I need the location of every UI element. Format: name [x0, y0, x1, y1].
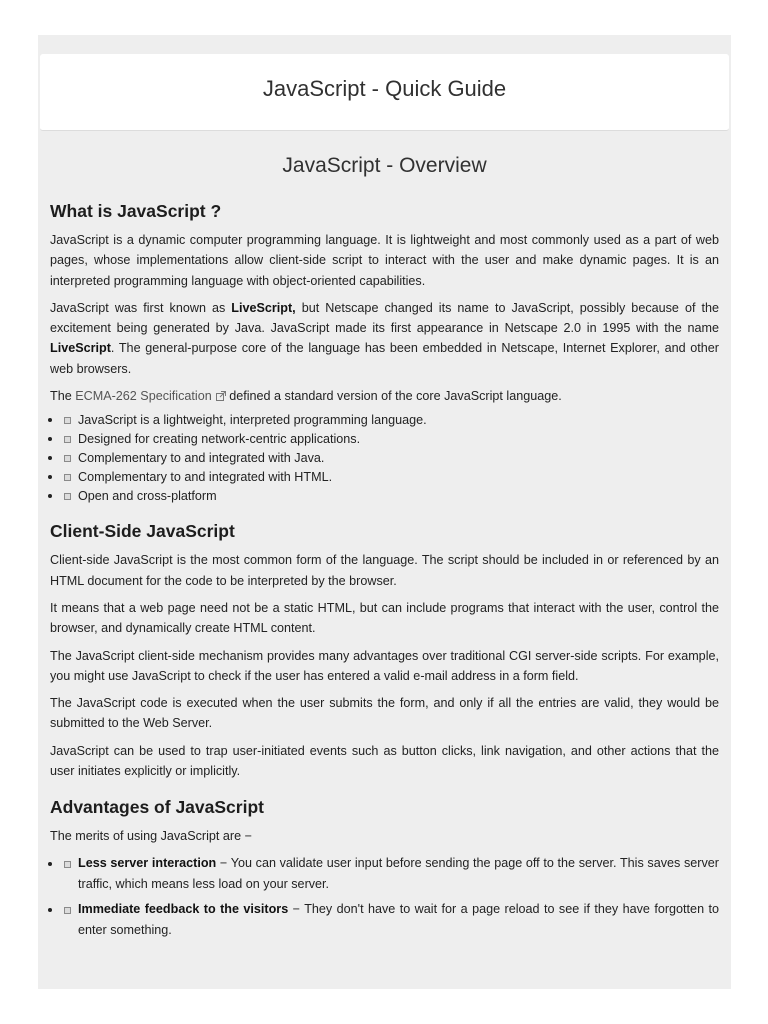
content-area — [50, 151, 719, 941]
bullet-dot-icon — [48, 418, 52, 422]
paragraph-ecma — [50, 386, 719, 406]
square-bullet-icon — [64, 474, 71, 481]
section-heading-what-is-javascript: What is JavaScript ? — [50, 201, 222, 221]
paragraph: It means that a web page need not be a static HTML, but can include programs that interact with the user, control the browser, and dynamically create HTML content. — [50, 600, 719, 636]
square-bullet-icon — [64, 417, 71, 424]
advantage-term: Immediate feedback to the visitors — [78, 901, 289, 916]
link-label: ECMA-262 Specification — [75, 389, 212, 404]
list-item-text: JavaScript is a lightweight, interpreted programming language. — [78, 413, 427, 428]
bullet-dot-icon — [48, 908, 52, 912]
text-span: defined a standard version of the core JavaScript language. — [225, 389, 562, 404]
paragraph: The JavaScript client-side mechanism provides many advantages over traditional CGI server-side scripts. For example, you might use JavaScript to check if the user has entered a valid e-mail address in a form field. — [50, 648, 719, 683]
square-bullet-icon — [64, 907, 71, 914]
section-heading-client-side: Client-Side JavaScript — [50, 521, 235, 542]
list-item — [50, 430, 719, 449]
list-item — [50, 899, 719, 941]
list-item — [50, 468, 719, 487]
external-link-icon — [216, 391, 226, 401]
list-item — [50, 853, 719, 895]
list-item-text: Designed for creating network-centric applications. — [78, 432, 361, 447]
chapter-title: JavaScript - Overview — [282, 154, 487, 177]
paragraph-livescript — [50, 298, 719, 379]
bullet-dot-icon — [48, 475, 52, 479]
advantage-text: − They don't have to wait for a page reload to see if they have forgotten to enter something. — [78, 901, 720, 937]
ecma-spec-link[interactable] — [75, 389, 226, 403]
feature-list — [50, 411, 719, 505]
paragraph: Client-side JavaScript is the most common form of the language. The script should be included in or referenced by an HTML document for the code to be interpreted by the browser. — [50, 553, 719, 588]
text-span: JavaScript was first known as — [50, 300, 232, 315]
bold-text: LiveScript, — [231, 300, 296, 315]
advantages-list — [50, 853, 719, 941]
bold-text: LiveScript — [50, 341, 111, 356]
list-item — [50, 411, 719, 430]
paragraph-intro: The merits of using JavaScript are − — [50, 829, 252, 844]
bullet-dot-icon — [48, 494, 52, 498]
bullet-dot-icon — [48, 862, 52, 866]
paragraph: JavaScript is a dynamic computer programming language. It is lightweight and most commonly used as a part of web pages, whose implementations allow client-side script to interact with the user and make dynamic pages. It is an interpreted programming language with object-oriented capabilities. — [50, 233, 719, 288]
bullet-dot-icon — [48, 437, 52, 441]
advantage-text: − You can validate user input before sending the page off to the server. This saves server traffic, which means less load on your server. — [78, 855, 719, 891]
title-card — [40, 54, 729, 131]
paragraph: JavaScript can be used to trap user-initiated events such as button clicks, link navigation, and other actions that the user initiates explicitly or implicitly. — [50, 743, 719, 779]
square-bullet-icon — [64, 455, 71, 462]
text-span: but Netscape changed its name to JavaScript, possibly because of the excitement being generated by Java. JavaScript made its first appearance in Netscape 2.0 in 1995 with the name — [50, 300, 719, 336]
list-item — [50, 449, 719, 468]
guide-title: JavaScript - Quick Guide — [262, 76, 507, 101]
section-heading-advantages: Advantages of JavaScript — [50, 797, 264, 818]
list-item — [50, 487, 719, 506]
list-item-text: Complementary to and integrated with Java. — [78, 450, 325, 465]
square-bullet-icon — [64, 493, 71, 500]
text-span: The — [50, 389, 76, 404]
square-bullet-icon — [64, 436, 71, 443]
text-span: . The general-purpose core of the language has been embedded in Netscape, Internet Explorer, and other web browsers. — [50, 341, 719, 376]
list-item-text: Open and cross-platform — [78, 488, 217, 503]
square-bullet-icon — [64, 861, 71, 868]
list-item-text: Complementary to and integrated with HTML. — [78, 469, 333, 484]
bullet-dot-icon — [48, 456, 52, 460]
advantage-term: Less server interaction — [78, 855, 217, 870]
document-page — [38, 35, 731, 989]
paragraph: The JavaScript code is executed when the user submits the form, and only if all the entries are valid, they would be submitted to the Web Server. — [50, 696, 719, 731]
